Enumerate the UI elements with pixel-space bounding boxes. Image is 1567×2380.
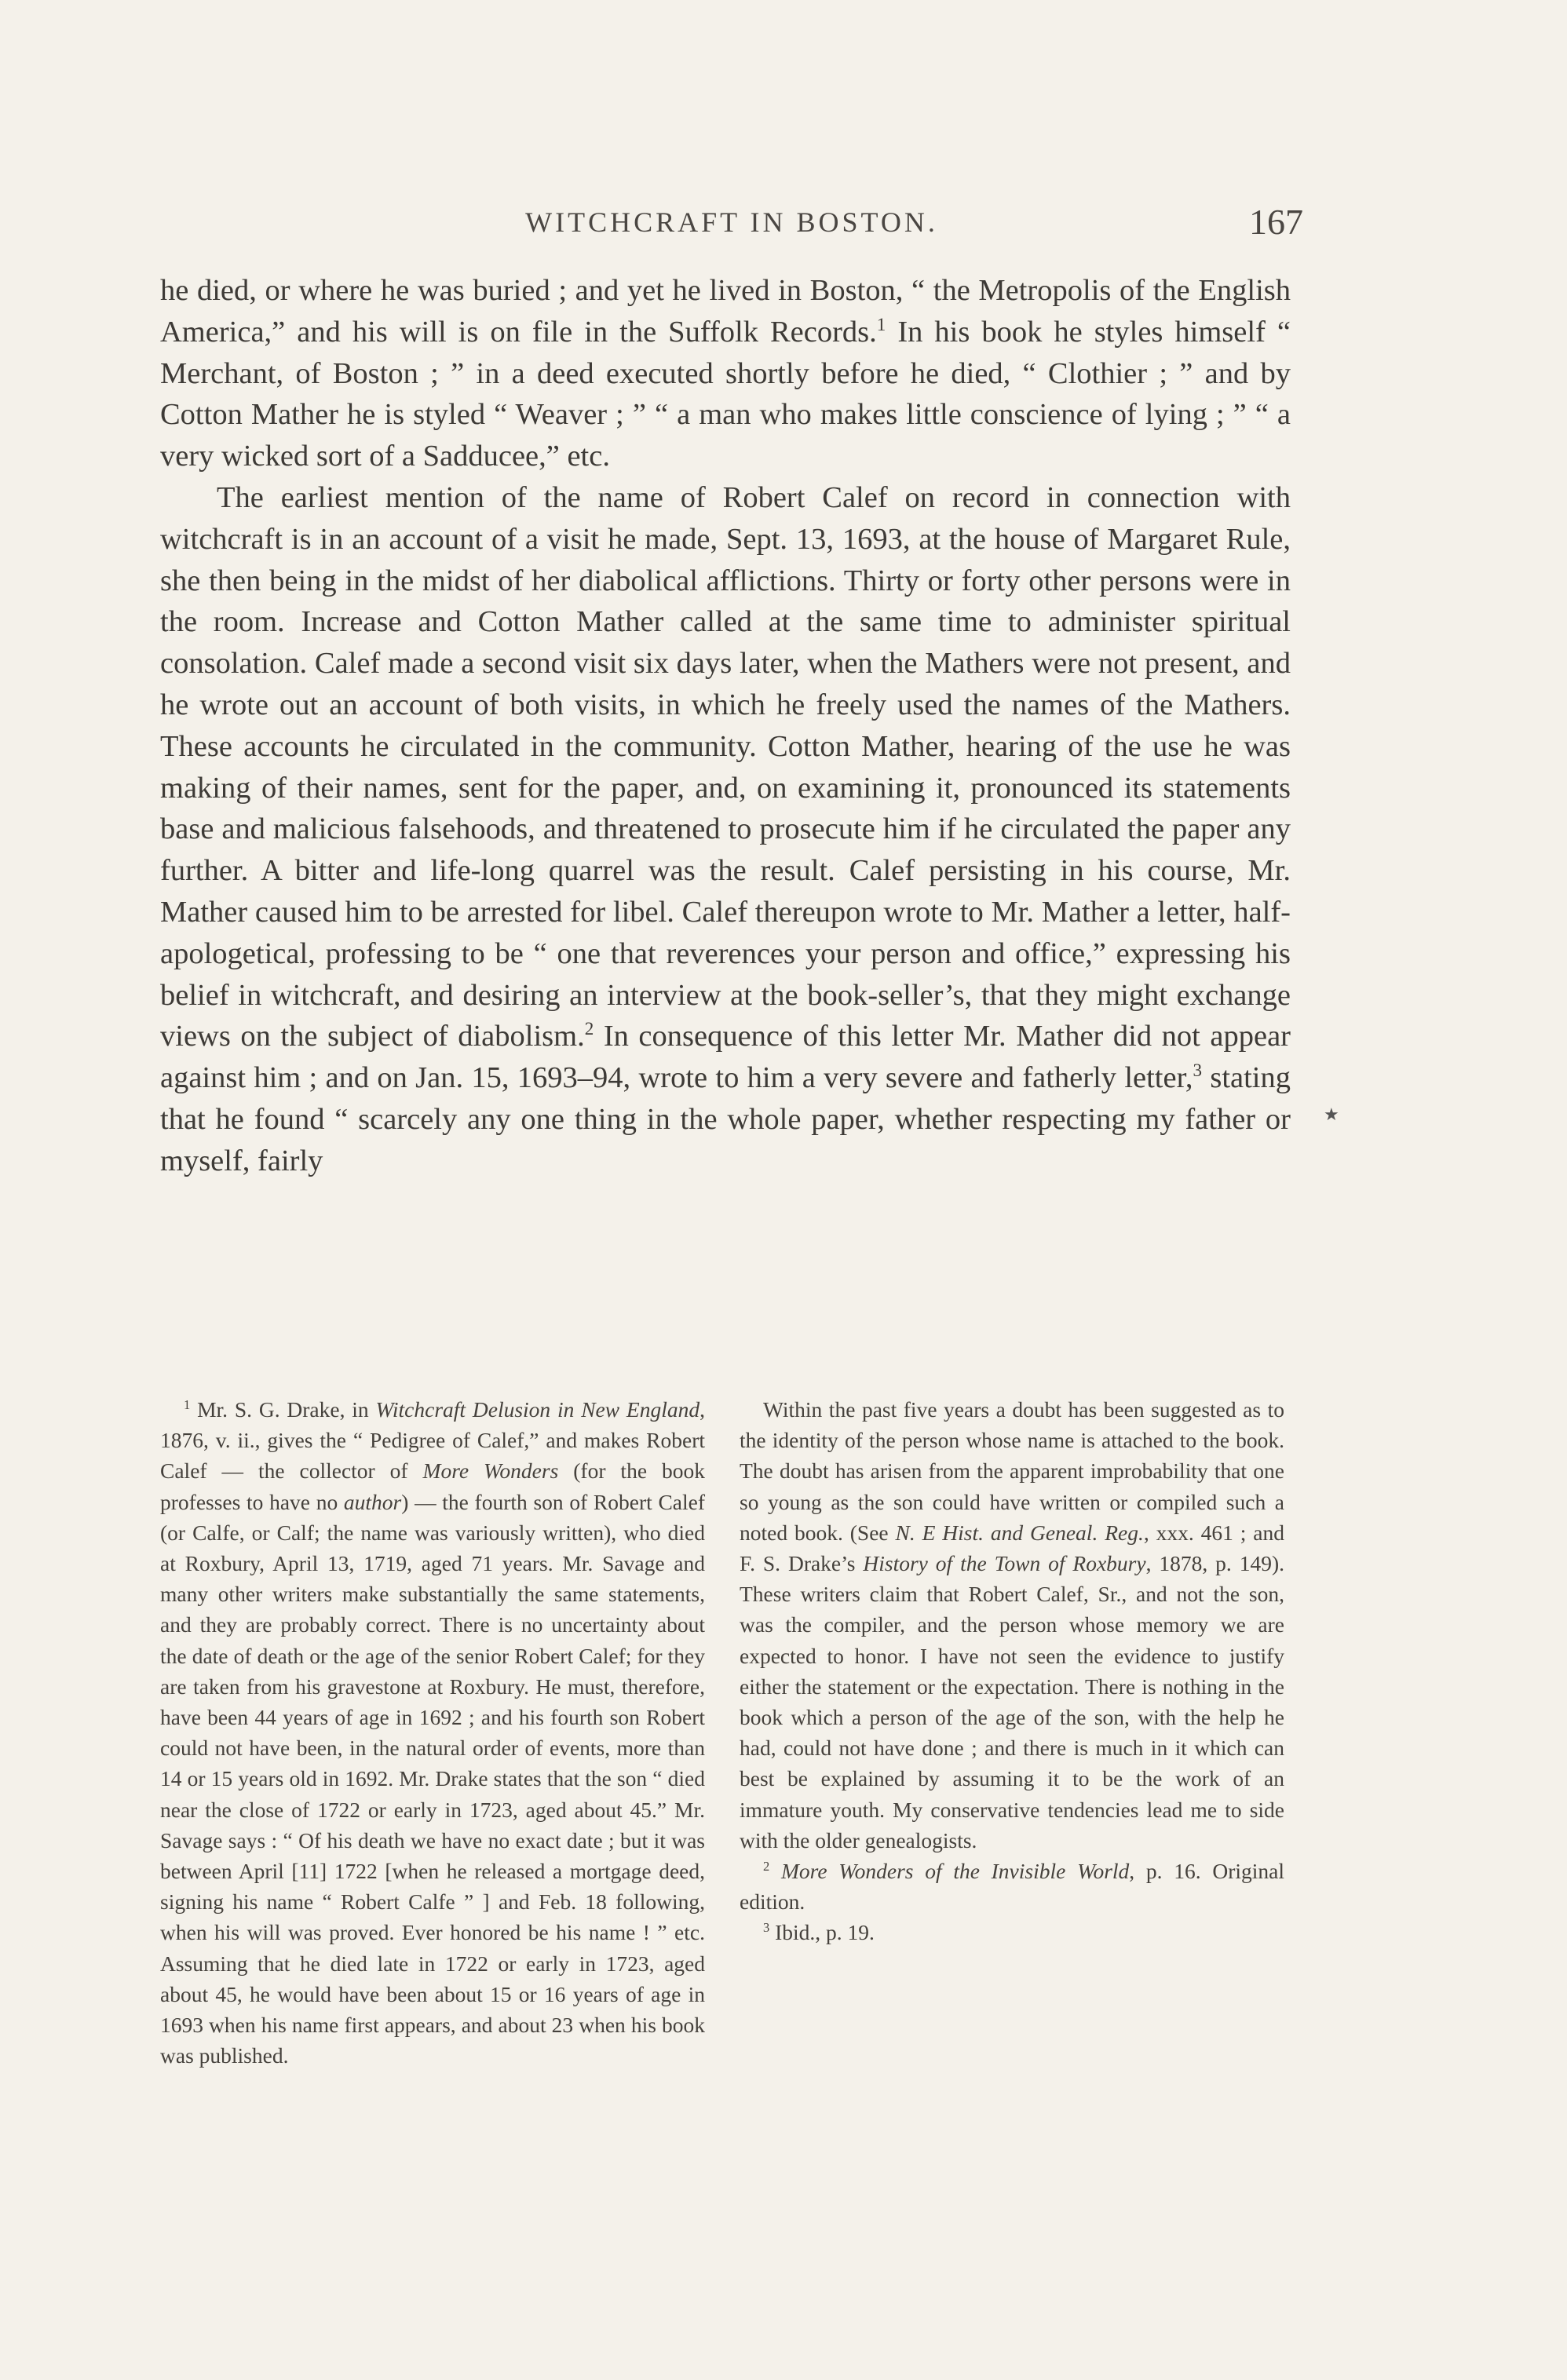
paragraph-2: The earliest mention of the name of Robert Calef on record in connection with witchcraft is in an account of a visit he made, Sept. 13, 1693, at the house of Margaret Rule, she then being in the midst of her diabolical afflictions. Thirty or forty other persons were in the room. Increase and Cotton Mather called at the same time to administer spiritual consolation. Calef made a second visit six days later, when the Mathers were not present, and he wrote out an account of both visits, in which he freely used the names of the Mathers. These accounts he circulated in the community. Cotton Mather, hearing of the use he was making of their names, sent for the paper, and, on examining it, pronounced its statements base and malicious falsehoods, and threatened to prosecute him if he circulated the paper any further. A bitter and life-long quarrel was the result. Calef persisting in his course, Mr. Mather caused him to be arrested for libel. Calef thereupon wrote to Mr. Mather a letter, half-apologetical, professing to be “ one that reverences your person and office,” expressing his belief in witchcraft, and desiring an interview at the book-seller’s, that they might exchange views on the subject of diabolism.$^2$ In consequence of this letter Mr. Mather did not appear against him ; and on Jan. 15, 1693–94, wrote to him a very severe and fatherly letter,$^3$ stating that he found “ scarcely any one thing in the whole paper, whether respecting my father or myself, fairly [160,480,1291,1177]
paragraph-1: he died, or where he was buried ; and yet he lived in Boston, “ the Metropolis of the English America,” and his will is on file in the Suffolk Records.$^1$ In his book he styles himself “ Merchant, of Boston ; ” in a deed executed shortly before he died, “ Clothier ; ” and by Cotton Mather he is styled “ Weaver ; ” “ a man who makes little conscience of lying ; ” “ a very wicked sort of a Sadducee,” etc. [160,274,1291,473]
footnotes [160,1394,1291,2132]
footnote-column-right [740,1394,1284,1948]
main-text [160,270,1291,1182]
footnote-column-left [160,1394,705,2071]
footnote-ref-3: 3 [1193,1060,1203,1081]
footnote-2: $^2$ More Wonders of the Invisible World, p. 16. Original edition. [740,1858,1284,1915]
margin-mark-icon: ★ [1324,1105,1339,1125]
footnote-ref-1: 1 [876,313,886,334]
footnote-1: $^1$ Mr. S. G. Drake, in Witchcraft Delusion in New England, 1876, v. ii., gives the “ Pedigree of Calef,” and makes Robert Calef — the collector of More Wonders (for the book professes to have no author) — the fourth son of Robert Calef (or Calfe, or Calf; the name was variously written), who died at Roxbury, April 13, 1719, aged 71 years. Mr. Savage and many other writers make substantially the same statements, and they are probably correct. There is no uncertainty about the date of death or the age of the senior Robert Calef; for they are taken from his gravestone at Roxbury. He must, therefore, have been 44 years of age in 1692 ; and his fourth son Robert could not have been, in the natural order of events, more than 14 or 15 years old in 1692. Mr. Drake states that the son “ died near the close of 1722 or early in 1723, aged about 45.” Mr. Savage says : “ Of his death we have no exact date ; but it was between April [11] 1722 [when he released a mortgage deed, signing his name “ Robert Calfe ” ] and Feb. 18 following, when his will was proved. Ever honored be his name ! ” etc. Assuming that he died late in 1722 or early in 1723, aged about 45, he would have been about 15 or 16 years of age in 1693 when his name first appears, and about 23 when his book was published. [160,1396,706,2068]
footnote-ref-2: 2 [584,1018,594,1039]
page-number: 167 [1249,202,1303,242]
running-title: WITCHCRAFT IN BOSTON. [525,206,938,238]
footnote-1-continued: Within the past five years a doubt has been suggested as to the identity of the person whose name is attached to the book. The doubt has arisen from the apparent improbability that one so young as the son could have written or compiled such a noted book. (See N. E Hist. and Geneal. Reg., xxx. 461 ; and F. S. Drake’s History of the Town of Roxbury, 1878, p. 149). These writers claim that Robert Calef, Sr., and not the son, was the compiler, and the person whose memory we are expected to honor. I have not seen the evidence to justify either the statement or the expectation. There is nothing in the book which a person of the age of the son, with the help he had, could not have done ; and there is much in it which can best be explained by assuming it to be the work of an immature youth. My conservative tendencies lead me to side with the older genealogists. [740,1397,1284,1853]
page-header [160,202,1303,253]
footnote-3: $^3$ Ibid., p. 19. [763,1920,875,1945]
